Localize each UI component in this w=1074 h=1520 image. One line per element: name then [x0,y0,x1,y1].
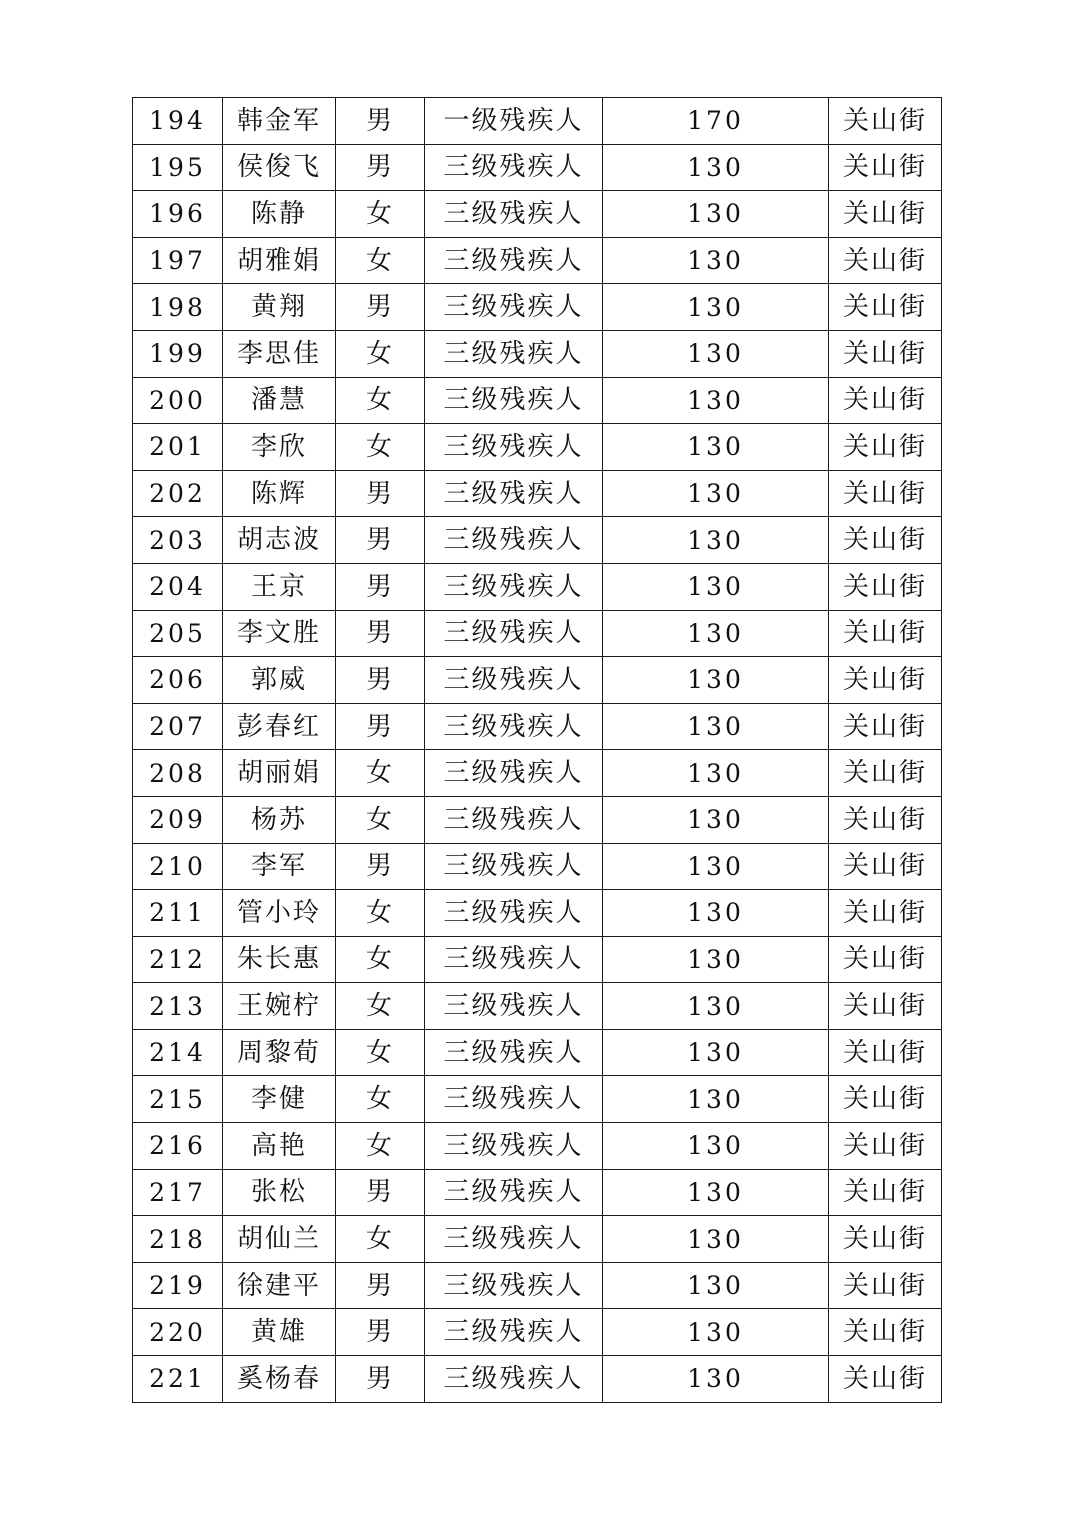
table-row [133,703,942,750]
recipient-table [132,97,942,1403]
cell-disability-level: 三级残疾人 [425,1076,603,1123]
cell-amount: 130 [603,1309,829,1356]
cell-amount: 130 [603,1029,829,1076]
cell-serial-number: 208 [133,750,223,797]
cell-gender: 女 [336,424,425,471]
table-row [133,330,942,377]
cell-gender: 男 [336,284,425,331]
cell-amount: 130 [603,843,829,890]
table-row [133,750,942,797]
cell-name: 王京 [223,563,336,610]
cell-street: 关山街 [829,1169,942,1216]
cell-street: 关山街 [829,890,942,937]
cell-name: 韩金军 [223,98,336,145]
cell-amount: 130 [603,1123,829,1170]
cell-disability-level: 三级残疾人 [425,703,603,750]
cell-gender: 男 [336,1262,425,1309]
cell-amount: 130 [603,750,829,797]
cell-disability-level: 三级残疾人 [425,750,603,797]
cell-name: 奚杨春 [223,1356,336,1403]
cell-gender: 女 [336,1076,425,1123]
cell-gender: 女 [336,796,425,843]
cell-gender: 男 [336,610,425,657]
cell-disability-level: 三级残疾人 [425,796,603,843]
cell-gender: 男 [336,563,425,610]
cell-serial-number: 220 [133,1309,223,1356]
table-row [133,1309,942,1356]
table-row [133,1216,942,1263]
cell-serial-number: 209 [133,796,223,843]
table-row [133,1123,942,1170]
table-row [133,843,942,890]
cell-disability-level: 三级残疾人 [425,237,603,284]
cell-serial-number: 218 [133,1216,223,1263]
cell-street: 关山街 [829,377,942,424]
cell-street: 关山街 [829,517,942,564]
cell-street: 关山街 [829,1123,942,1170]
cell-gender: 女 [336,1216,425,1263]
cell-disability-level: 三级残疾人 [425,470,603,517]
cell-amount: 130 [603,377,829,424]
cell-disability-level: 三级残疾人 [425,1169,603,1216]
cell-serial-number: 221 [133,1356,223,1403]
cell-serial-number: 217 [133,1169,223,1216]
cell-gender: 男 [336,843,425,890]
cell-amount: 130 [603,703,829,750]
cell-gender: 女 [336,936,425,983]
cell-name: 周黎荀 [223,1029,336,1076]
cell-street: 关山街 [829,424,942,471]
cell-amount: 130 [603,1169,829,1216]
cell-serial-number: 207 [133,703,223,750]
table-row [133,890,942,937]
cell-street: 关山街 [829,144,942,191]
cell-gender: 男 [336,144,425,191]
cell-serial-number: 214 [133,1029,223,1076]
cell-name: 彭春红 [223,703,336,750]
cell-disability-level: 三级残疾人 [425,890,603,937]
cell-gender: 女 [336,983,425,1030]
cell-name: 陈辉 [223,470,336,517]
cell-disability-level: 三级残疾人 [425,517,603,564]
cell-street: 关山街 [829,1309,942,1356]
cell-street: 关山街 [829,610,942,657]
cell-amount: 130 [603,330,829,377]
cell-gender: 男 [336,1356,425,1403]
cell-serial-number: 204 [133,563,223,610]
table-row [133,284,942,331]
cell-gender: 男 [336,1169,425,1216]
cell-serial-number: 216 [133,1123,223,1170]
table-row [133,144,942,191]
cell-name: 胡仙兰 [223,1216,336,1263]
table-row [133,470,942,517]
cell-street: 关山街 [829,563,942,610]
table-row [133,424,942,471]
table-row [133,610,942,657]
cell-serial-number: 199 [133,330,223,377]
cell-name: 黄雄 [223,1309,336,1356]
cell-name: 李文胜 [223,610,336,657]
cell-name: 李欣 [223,424,336,471]
cell-gender: 女 [336,330,425,377]
cell-amount: 130 [603,470,829,517]
cell-name: 管小玲 [223,890,336,937]
cell-amount: 130 [603,1356,829,1403]
cell-street: 关山街 [829,750,942,797]
cell-disability-level: 三级残疾人 [425,144,603,191]
cell-gender: 男 [336,703,425,750]
table-row [133,1356,942,1403]
cell-gender: 男 [336,470,425,517]
cell-street: 关山街 [829,657,942,704]
cell-disability-level: 三级残疾人 [425,983,603,1030]
cell-name: 胡雅娟 [223,237,336,284]
cell-disability-level: 三级残疾人 [425,1356,603,1403]
cell-street: 关山街 [829,191,942,238]
cell-amount: 130 [603,517,829,564]
cell-amount: 130 [603,1216,829,1263]
cell-name: 侯俊飞 [223,144,336,191]
cell-street: 关山街 [829,330,942,377]
cell-serial-number: 201 [133,424,223,471]
cell-name: 王婉柠 [223,983,336,1030]
cell-amount: 130 [603,424,829,471]
cell-name: 朱长惠 [223,936,336,983]
cell-name: 胡丽娟 [223,750,336,797]
cell-name: 李思佳 [223,330,336,377]
cell-gender: 女 [336,890,425,937]
cell-street: 关山街 [829,936,942,983]
cell-amount: 130 [603,284,829,331]
cell-serial-number: 210 [133,843,223,890]
cell-serial-number: 200 [133,377,223,424]
table-row [133,563,942,610]
cell-disability-level: 三级残疾人 [425,191,603,238]
cell-street: 关山街 [829,98,942,145]
cell-serial-number: 213 [133,983,223,1030]
cell-name: 胡志波 [223,517,336,564]
cell-name: 黄翔 [223,284,336,331]
cell-amount: 130 [603,890,829,937]
table-row [133,1169,942,1216]
cell-serial-number: 197 [133,237,223,284]
cell-name: 李健 [223,1076,336,1123]
table-row [133,237,942,284]
cell-street: 关山街 [829,983,942,1030]
cell-gender: 女 [336,237,425,284]
cell-street: 关山街 [829,1216,942,1263]
cell-amount: 130 [603,983,829,1030]
cell-gender: 男 [336,517,425,564]
cell-amount: 130 [603,563,829,610]
cell-name: 陈静 [223,191,336,238]
cell-amount: 130 [603,144,829,191]
table-row [133,517,942,564]
cell-amount: 170 [603,98,829,145]
cell-disability-level: 三级残疾人 [425,657,603,704]
cell-serial-number: 205 [133,610,223,657]
cell-street: 关山街 [829,1356,942,1403]
cell-name: 杨苏 [223,796,336,843]
cell-disability-level: 三级残疾人 [425,610,603,657]
cell-gender: 女 [336,1123,425,1170]
cell-amount: 130 [603,191,829,238]
cell-disability-level: 三级残疾人 [425,563,603,610]
cell-disability-level: 三级残疾人 [425,1123,603,1170]
cell-disability-level: 三级残疾人 [425,424,603,471]
table-row [133,377,942,424]
cell-serial-number: 219 [133,1262,223,1309]
cell-amount: 130 [603,657,829,704]
cell-disability-level: 三级残疾人 [425,843,603,890]
table-row [133,1029,942,1076]
cell-street: 关山街 [829,843,942,890]
cell-serial-number: 202 [133,470,223,517]
table-row [133,936,942,983]
cell-street: 关山街 [829,796,942,843]
cell-disability-level: 三级残疾人 [425,284,603,331]
cell-amount: 130 [603,1262,829,1309]
cell-amount: 130 [603,796,829,843]
cell-disability-level: 一级残疾人 [425,98,603,145]
table-body [133,98,942,1403]
cell-gender: 女 [336,377,425,424]
cell-disability-level: 三级残疾人 [425,936,603,983]
cell-serial-number: 206 [133,657,223,704]
cell-disability-level: 三级残疾人 [425,377,603,424]
cell-serial-number: 196 [133,191,223,238]
cell-gender: 女 [336,1029,425,1076]
table-row [133,191,942,238]
cell-gender: 女 [336,191,425,238]
cell-amount: 130 [603,237,829,284]
table-row [133,657,942,704]
cell-gender: 男 [336,1309,425,1356]
cell-serial-number: 212 [133,936,223,983]
cell-amount: 130 [603,610,829,657]
cell-name: 徐建平 [223,1262,336,1309]
table-row [133,1262,942,1309]
cell-name: 郭威 [223,657,336,704]
cell-disability-level: 三级残疾人 [425,1216,603,1263]
cell-name: 李军 [223,843,336,890]
table-row [133,1076,942,1123]
table-row [133,983,942,1030]
cell-serial-number: 198 [133,284,223,331]
cell-disability-level: 三级残疾人 [425,1309,603,1356]
cell-serial-number: 211 [133,890,223,937]
cell-street: 关山街 [829,1076,942,1123]
cell-serial-number: 195 [133,144,223,191]
cell-name: 潘慧 [223,377,336,424]
cell-serial-number: 215 [133,1076,223,1123]
table-row [133,796,942,843]
cell-gender: 女 [336,750,425,797]
cell-gender: 男 [336,657,425,704]
cell-name: 高艳 [223,1123,336,1170]
cell-disability-level: 三级残疾人 [425,1262,603,1309]
cell-serial-number: 194 [133,98,223,145]
cell-amount: 130 [603,936,829,983]
cell-street: 关山街 [829,703,942,750]
cell-street: 关山街 [829,237,942,284]
cell-street: 关山街 [829,1029,942,1076]
cell-disability-level: 三级残疾人 [425,1029,603,1076]
table-row [133,98,942,145]
cell-gender: 男 [336,98,425,145]
cell-name: 张松 [223,1169,336,1216]
cell-street: 关山街 [829,1262,942,1309]
cell-serial-number: 203 [133,517,223,564]
cell-disability-level: 三级残疾人 [425,330,603,377]
cell-street: 关山街 [829,470,942,517]
cell-amount: 130 [603,1076,829,1123]
cell-street: 关山街 [829,284,942,331]
